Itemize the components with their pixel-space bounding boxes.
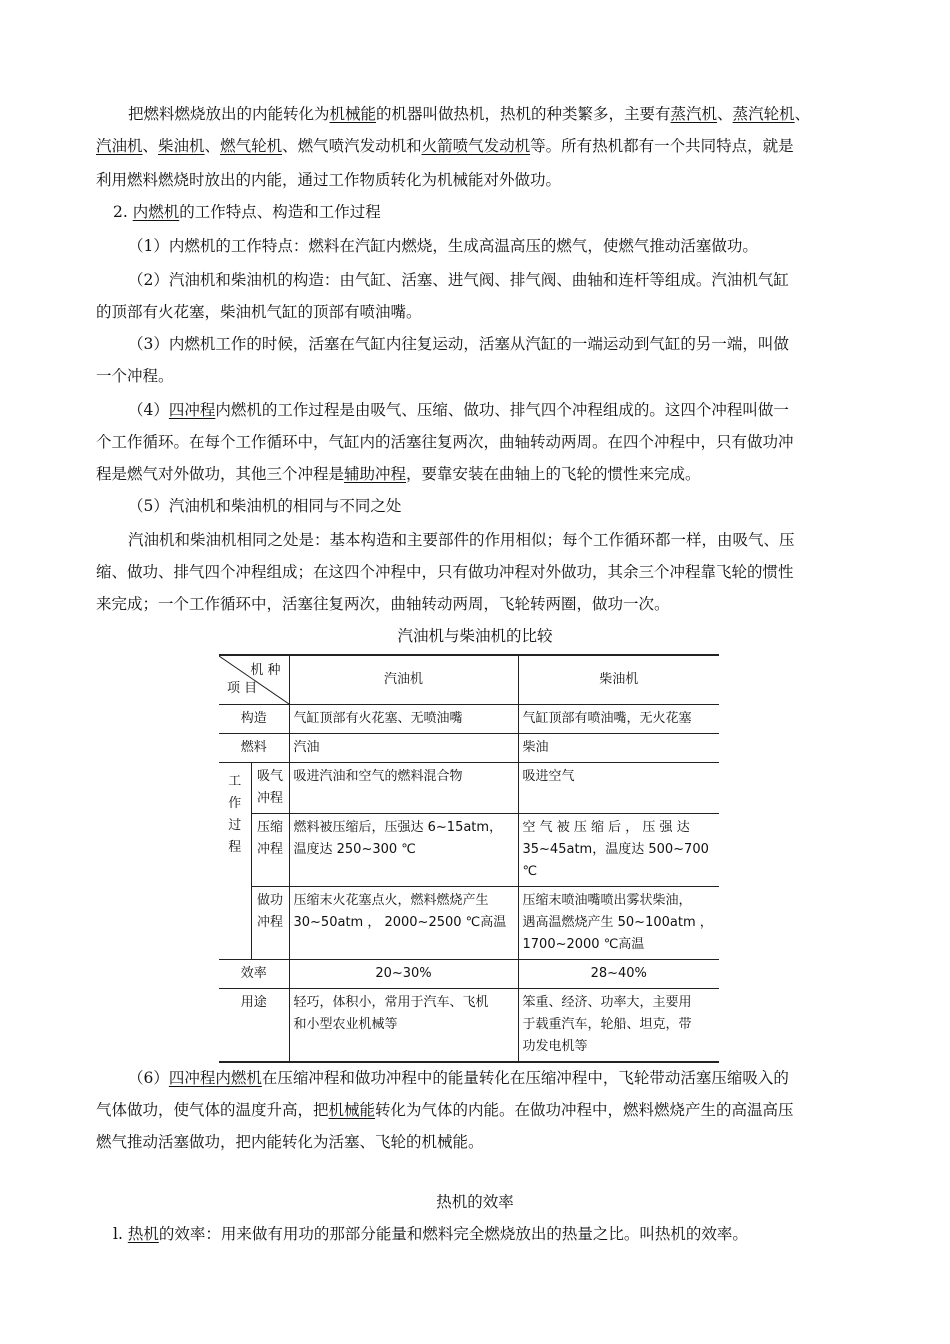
comparison-table [219,654,719,1063]
link-heat-engine[interactable]: 热机 [127,1225,159,1243]
link-gas-turbine[interactable]: 燃气轮机 [220,137,283,155]
cell-gas-usage: 轻巧，体积小，常用于汽车、飞机 和小型农业机械等 [289,989,518,1063]
link-internal-combustion-engine[interactable]: 内燃机 [132,203,180,221]
cell-diesel-structure: 气缸顶部有喷油嘴，无火花塞 [518,705,719,734]
cell-gas-efficiency: 20~30% [289,960,518,989]
link-diesel-engine[interactable]: 柴油机 [158,137,205,155]
similarity-line-3: 来完成；一个工作循环中，活塞往复两次，曲轴转动两周，飞轮转两圈，做功一次。 [96,595,670,613]
corner-label-type: 机 种 [250,663,281,678]
table-row-usage [219,989,719,1063]
row-label-fuel: 燃料 [219,734,289,763]
point-6-line-1: （6）四冲程内燃机在压缩冲程和做功冲程中的能量转化在压缩冲程中，飞轮带动活塞压缩吸入的 [128,1069,789,1087]
cell-gas-power: 压缩末火花塞点火，燃料燃烧产生 30~50atm ， 2000~2500 ℃高温 [289,887,518,960]
link-four-stroke[interactable]: 四冲程 [168,401,216,419]
intro-line-2: 汽油机、柴油机、燃气轮机、燃气喷汽发动机和火箭喷气发动机等。所有热机都有一个共同特点，就是 [96,137,794,155]
link-mechanical-energy-2[interactable]: 机械能 [328,1101,376,1119]
row-label-compression: 压缩 冲程 [251,814,289,887]
link-steam-engine[interactable]: 蒸汽机 [670,105,718,123]
cell-diesel-intake: 吸进空气 [518,763,719,814]
cell-gas-intake: 吸进汽油和空气的燃料混合物 [289,763,518,814]
similarity-line-1: 汽油机和柴油机相同之处是：基本构造和主要部件的作用相似；每个工作循环都一样，由吸气、压 [128,531,795,549]
cell-diesel-fuel: 柴油 [518,734,719,763]
efficiency-point-1: l. 热机的效率：用来做有用功的那部分能量和燃料完全燃烧放出的热量之比。叫热机的效率。 [113,1225,748,1243]
point-6-line-2: 气体做功，使气体的温度升高，把机械能转化为气体的内能。在做功冲程中，燃料燃烧产生的高温高压 [96,1101,794,1119]
cell-diesel-power: 压缩末喷油嘴喷出雾状柴油， 遇高温燃烧产生 50~100atm ， 1700~2000 ℃高温 [518,887,719,960]
intro-line-3: 利用燃料燃烧时放出的内能，通过工作物质转化为机械能对外做功。 [96,171,562,189]
link-four-stroke-ice[interactable]: 四冲程内燃机 [168,1069,262,1087]
cell-gas-structure: 气缸顶部有火花塞、无喷油嘴 [289,705,518,734]
point-2-line-1: （2）汽油机和柴油机的构造：由气缸、活塞、进气阀、排气阀、曲轴和连杆等组成。汽油机气缸 [128,271,789,289]
table-row-power [219,887,719,960]
link-rocket-engine[interactable]: 火箭喷气发动机 [421,137,531,155]
cell-gas-compression: 燃料被压缩后，压强达 6~15atm， 温度达 250~300 ℃ [289,814,518,887]
row-label-structure: 构造 [219,705,289,734]
point-4-line-1: （4）四冲程内燃机的工作过程是由吸气、压缩、做功、排气四个冲程组成的。这四个冲程叫做一 [128,401,789,419]
table-row-efficiency [219,960,719,989]
section-heading-ice: 2. 内燃机的工作特点、构造和工作过程 [113,203,381,221]
link-auxiliary-stroke[interactable]: 辅助冲程 [344,465,407,483]
table-row-structure [219,705,719,734]
row-label-power: 做功 冲程 [251,887,289,960]
header-gasoline: 汽油机 [289,655,518,705]
point-2-line-2: 的顶部有火花塞，柴油机气缸的顶部有喷油嘴。 [96,303,422,321]
link-mechanical-energy[interactable]: 机械能 [329,105,377,123]
link-steam-turbine[interactable]: 蒸汽轮机 [732,105,795,123]
row-label-intake: 吸气 冲程 [251,763,289,814]
cell-diesel-compression: 空 气 被 压 缩 后 ， 压 强 达 35~45atm，温度达 500~700 ℃ [518,814,719,887]
point-4-line-2: 个工作循环。在每个工作循环中，气缸内的活塞往复两次，曲轴转动两周。在四个冲程中，只有做功冲 [96,433,794,451]
table-row-fuel [219,734,719,763]
similarity-line-2: 缩、做功、排气四个冲程组成；在这四个冲程中，只有做功冲程对外做功，其余三个冲程靠飞轮的惯性 [96,563,794,581]
table-caption: 汽油机与柴油机的比较 [397,627,553,645]
table-corner-cell [219,655,289,705]
cell-gas-fuel: 汽油 [289,734,518,763]
point-1: （1）内燃机的工作特点：燃料在汽缸内燃烧，生成高温高压的燃气，使燃气推动活塞做功。 [128,237,758,255]
point-5: （5）汽油机和柴油机的相同与不同之处 [128,497,402,515]
table-row-compression [219,814,719,887]
header-diesel: 柴油机 [518,655,719,705]
point-3-line-2: 一个冲程。 [96,367,174,385]
row-label-process: 工 作 过 程 [219,763,251,960]
table-row-intake [219,763,719,814]
table-header-row [219,655,719,705]
corner-label-item: 项 目 [227,681,258,696]
point-4-line-3: 程是燃气对外做功，其他三个冲程是辅助冲程，要靠安装在曲轴上的飞轮的惯性来完成。 [96,465,701,483]
row-label-usage: 用途 [219,989,289,1063]
point-6-line-3: 燃气推动活塞做功，把内能转化为活塞、飞轮的机械能。 [96,1133,484,1151]
row-label-efficiency: 效率 [219,960,289,989]
link-gasoline-engine[interactable]: 汽油机 [96,137,143,155]
cell-diesel-usage: 笨重、经济、功率大，主要用 于载重汽车，轮船、坦克，带 功发电机等 [518,989,719,1063]
point-3-line-1: （3）内燃机工作的时候，活塞在气缸内往复运动，活塞从汽缸的一端运动到气缸的另一端，叫做 [128,335,789,353]
cell-diesel-efficiency: 28~40% [518,960,719,989]
efficiency-title: 热机的效率 [436,1193,514,1211]
intro-line-1: 把燃料燃烧放出的内能转化为机械能的机器叫做热机，热机的种类繁多，主要有蒸汽机、蒸汽轮机、 [128,105,811,123]
